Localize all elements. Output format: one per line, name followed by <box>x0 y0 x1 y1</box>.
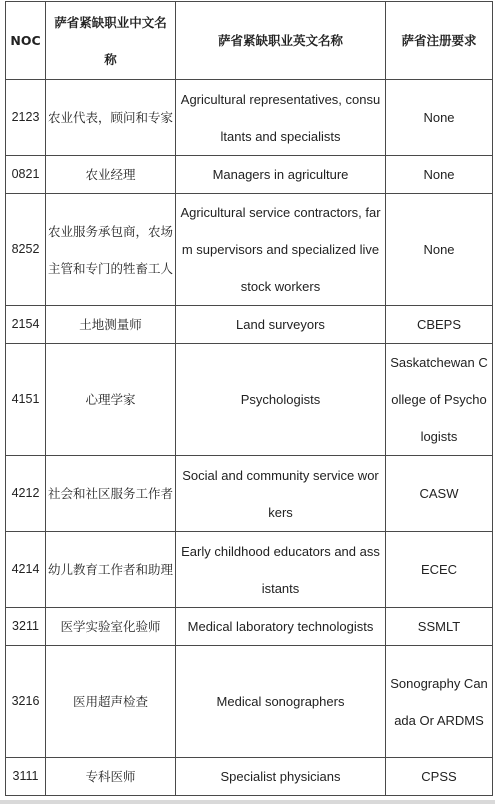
cell-en-name: Managers in agriculture <box>176 156 386 194</box>
cell-requirement: None <box>386 156 493 194</box>
cell-cn-name: 农业经理 <box>46 156 176 194</box>
cell-requirement: ECEC <box>386 532 493 608</box>
header-requirement: 萨省注册要求 <box>386 2 493 80</box>
cell-noc: 0821 <box>6 156 46 194</box>
cell-noc: 3216 <box>6 646 46 758</box>
occupation-table <box>5 1 493 796</box>
cell-noc: 2154 <box>6 306 46 344</box>
cell-en-name: Agricultural representatives, consultants and specialists <box>176 80 386 156</box>
header-noc: NOC <box>6 2 46 80</box>
table-row <box>6 608 493 646</box>
cell-requirement: SSMLT <box>386 608 493 646</box>
cell-en-name: Agricultural service contractors, farm supervisors and specialized livestock workers <box>176 194 386 306</box>
cell-cn-name: 专科医师 <box>46 758 176 796</box>
cell-cn-name: 医学实验室化验师 <box>46 608 176 646</box>
cell-cn-name: 农业服务承包商，农场主管和专门的牲畜工人 <box>46 194 176 306</box>
cell-requirement: CBEPS <box>386 306 493 344</box>
cell-cn-name: 医用超声检查 <box>46 646 176 758</box>
cell-noc: 3211 <box>6 608 46 646</box>
cell-en-name: Early childhood educators and assistants <box>176 532 386 608</box>
table-row <box>6 80 493 156</box>
table-row <box>6 646 493 758</box>
cell-noc: 4214 <box>6 532 46 608</box>
cell-cn-name: 心理学家 <box>46 344 176 456</box>
cell-cn-name: 土地测量师 <box>46 306 176 344</box>
table-row <box>6 758 493 796</box>
cell-cn-name: 农业代表，顾问和专家 <box>46 80 176 156</box>
cell-en-name: Medical laboratory technologists <box>176 608 386 646</box>
cell-requirement: Saskatchewan College of Psychologists <box>386 344 493 456</box>
cell-noc: 8252 <box>6 194 46 306</box>
cell-requirement: None <box>386 194 493 306</box>
cell-noc: 4151 <box>6 344 46 456</box>
cell-noc: 2123 <box>6 80 46 156</box>
cell-requirement: CASW <box>386 456 493 532</box>
cell-cn-name: 幼儿教育工作者和助理 <box>46 532 176 608</box>
header-cn-name: 萨省紧缺职业中文名称 <box>46 2 176 80</box>
cell-en-name: Specialist physicians <box>176 758 386 796</box>
cell-requirement: CPSS <box>386 758 493 796</box>
cell-requirement: None <box>386 80 493 156</box>
table-row <box>6 156 493 194</box>
bottom-scroll-bar <box>0 800 495 804</box>
table-row <box>6 344 493 456</box>
cell-en-name: Land surveyors <box>176 306 386 344</box>
header-en-name: 萨省紧缺职业英文名称 <box>176 2 386 80</box>
cell-cn-name: 社会和社区服务工作者 <box>46 456 176 532</box>
cell-en-name: Medical sonographers <box>176 646 386 758</box>
table-row <box>6 194 493 306</box>
table-row <box>6 456 493 532</box>
cell-noc: 3111 <box>6 758 46 796</box>
cell-en-name: Social and community service workers <box>176 456 386 532</box>
table-row <box>6 306 493 344</box>
cell-noc: 4212 <box>6 456 46 532</box>
cell-requirement: Sonography Canada Or ARDMS <box>386 646 493 758</box>
table-header-row <box>6 2 493 80</box>
cell-en-name: Psychologists <box>176 344 386 456</box>
table-row <box>6 532 493 608</box>
